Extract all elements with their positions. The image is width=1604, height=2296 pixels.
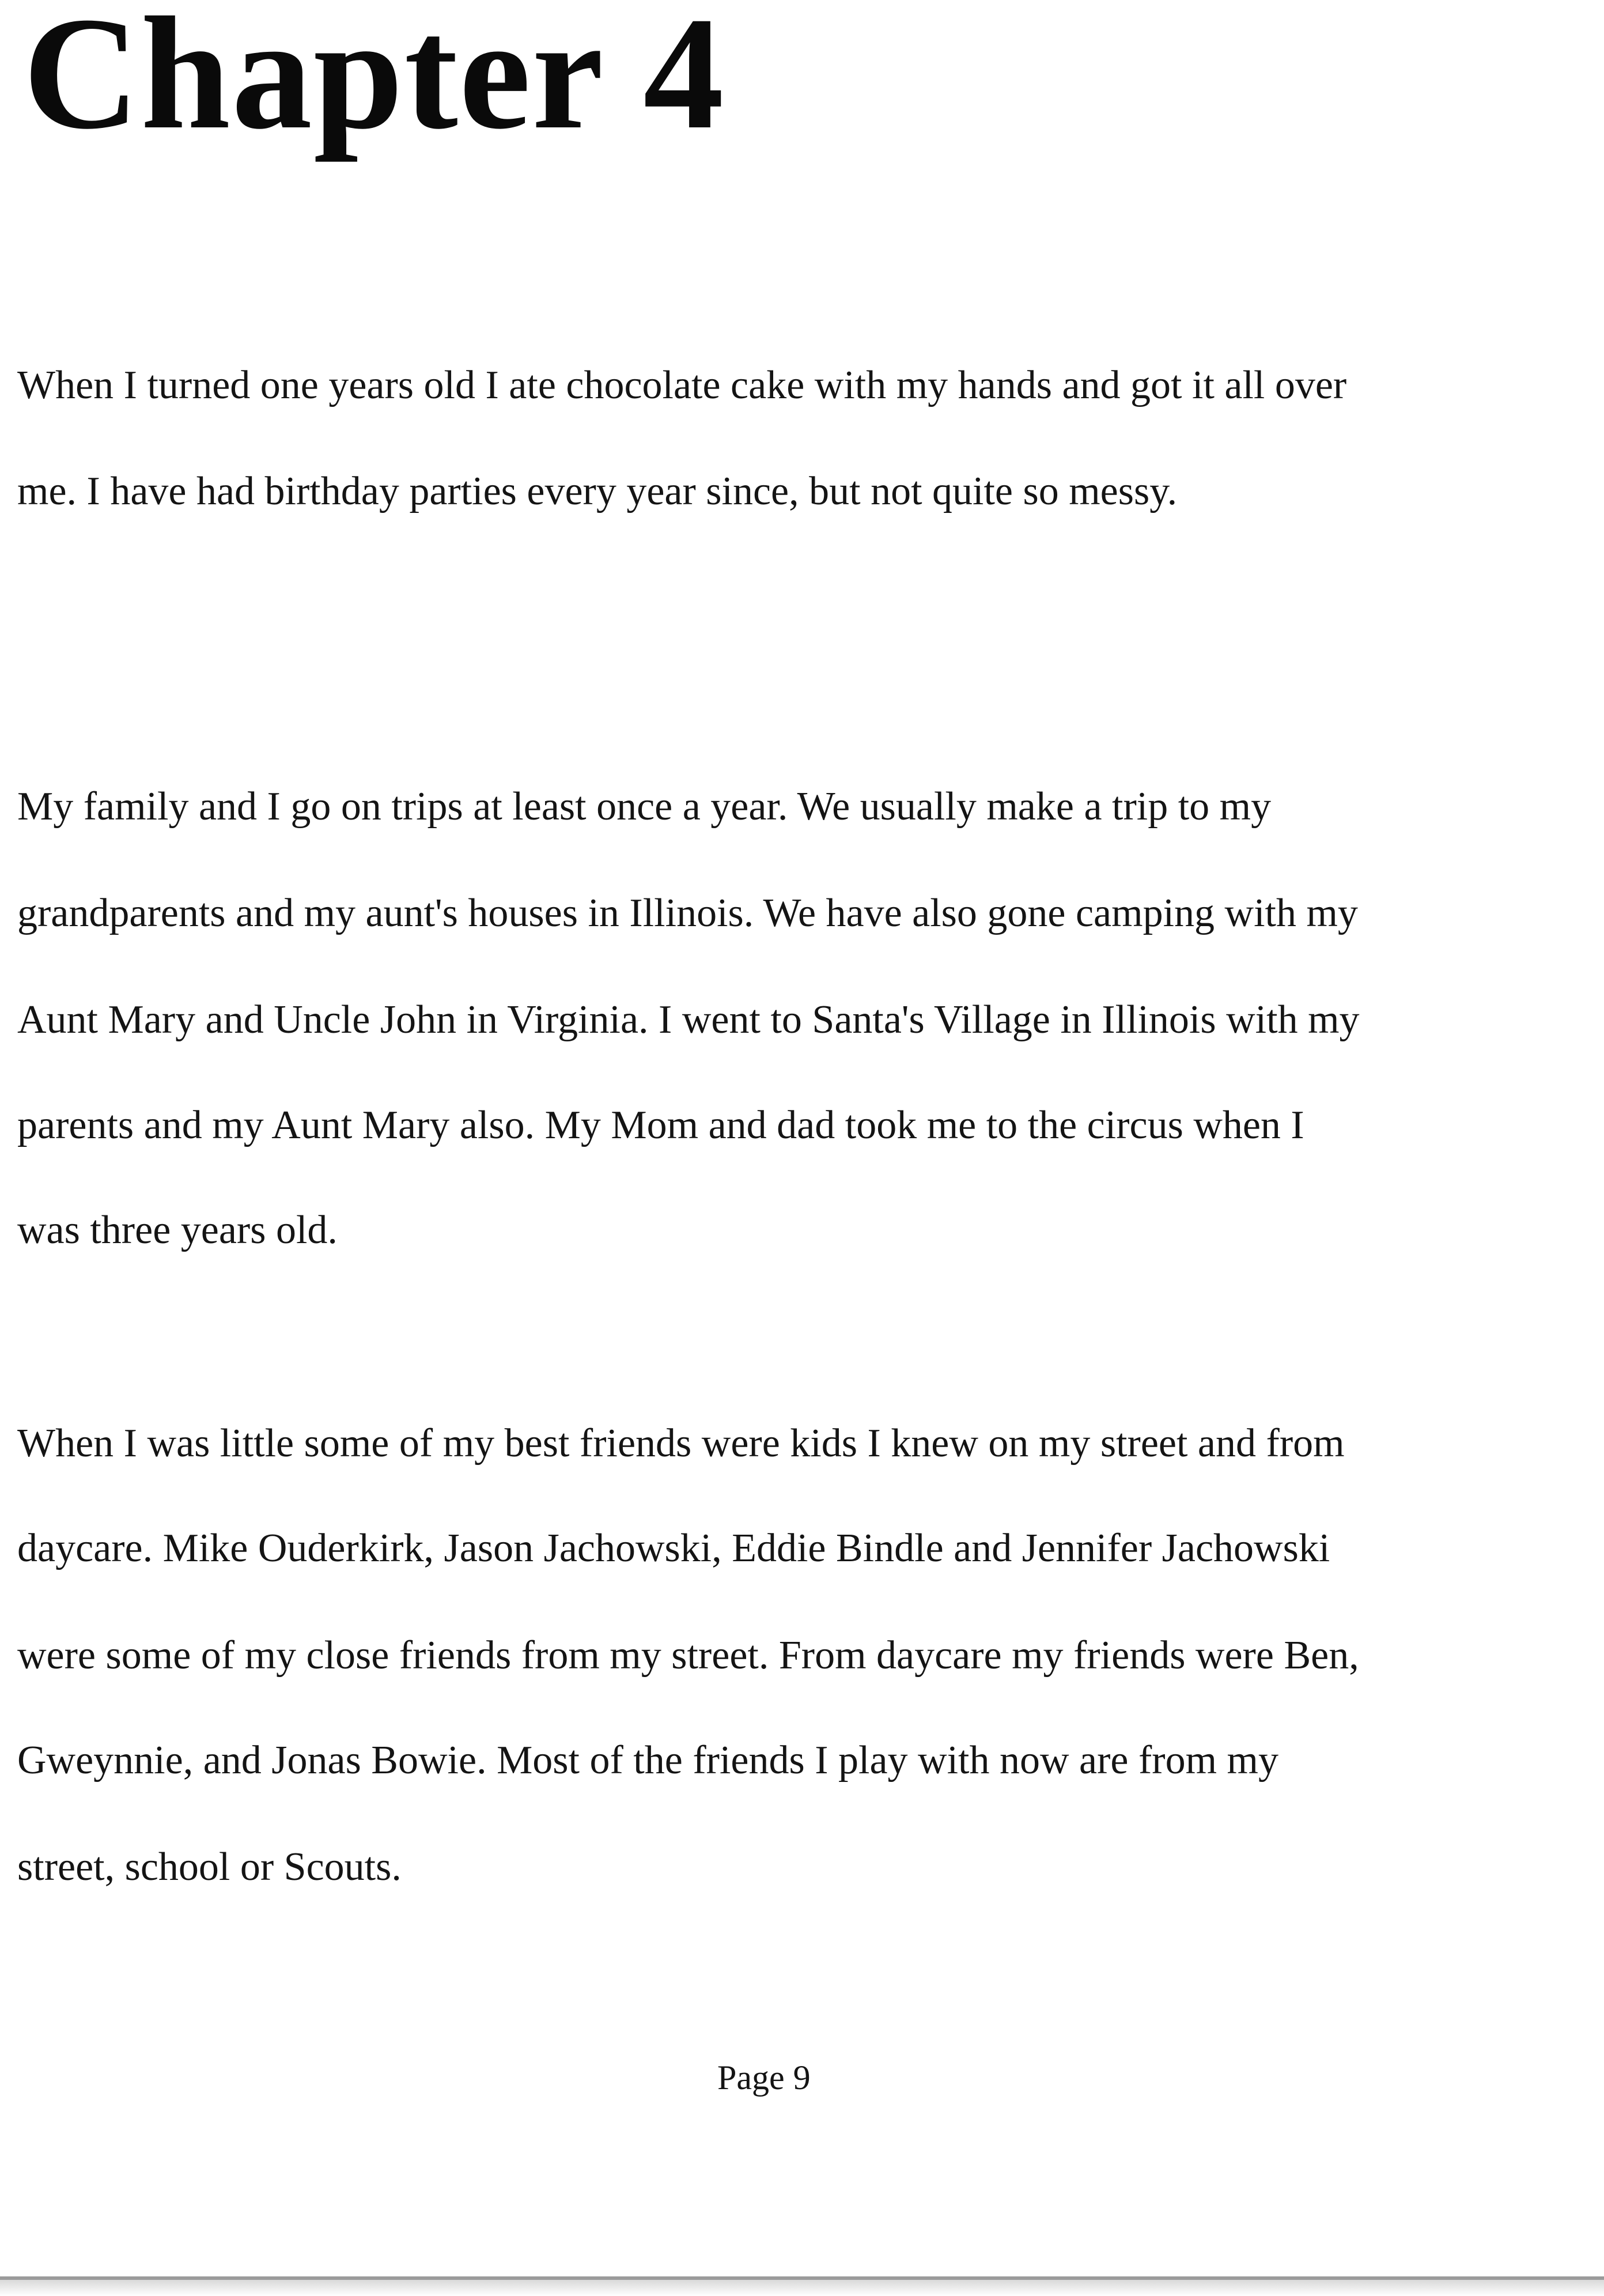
paragraph-3-line-2: daycare. Mike Ouderkirk, Jason Jachowski, Eddie Bindle and Jennifer Jachowski <box>17 1526 1330 1570</box>
paragraph-1-line-1: When I turned one years old I ate chocolate cake with my hands and got it all over <box>17 363 1347 407</box>
paragraph-1-line-2: me. I have had birthday parties every year since, but not quite so messy. <box>17 469 1178 513</box>
paragraph-3-line-1: When I was little some of my best friends were kids I knew on my street and from <box>17 1421 1345 1466</box>
paragraph-2-line-3: Aunt Mary and Uncle John in Virginia. I went to Santa's Village in Illinois with my <box>17 998 1360 1042</box>
paragraph-3-line-4: Gweynnie, and Jonas Bowie. Most of the friends I play with now are from my <box>17 1738 1279 1783</box>
paragraph-2-line-5: was three years old. <box>17 1208 338 1252</box>
paragraph-3-line-3: were some of my close friends from my street. From daycare my friends were Ben, <box>17 1633 1359 1678</box>
paragraph-2-line-2: grandparents and my aunt's houses in Illinois. We have also gone camping with my <box>17 891 1358 935</box>
paragraph-2-line-1: My family and I go on trips at least once a year. We usually make a trip to my <box>17 784 1272 829</box>
paragraph-2-line-4: parents and my Aunt Mary also. My Mom and dad took me to the circus when I <box>17 1103 1304 1147</box>
paragraph-3-line-5: street, school or Scouts. <box>17 1845 402 1889</box>
chapter-title: Chapter 4 <box>23 0 725 163</box>
scan-edge-shadow <box>0 2280 1604 2296</box>
page-number: Page 9 <box>717 2059 811 2097</box>
